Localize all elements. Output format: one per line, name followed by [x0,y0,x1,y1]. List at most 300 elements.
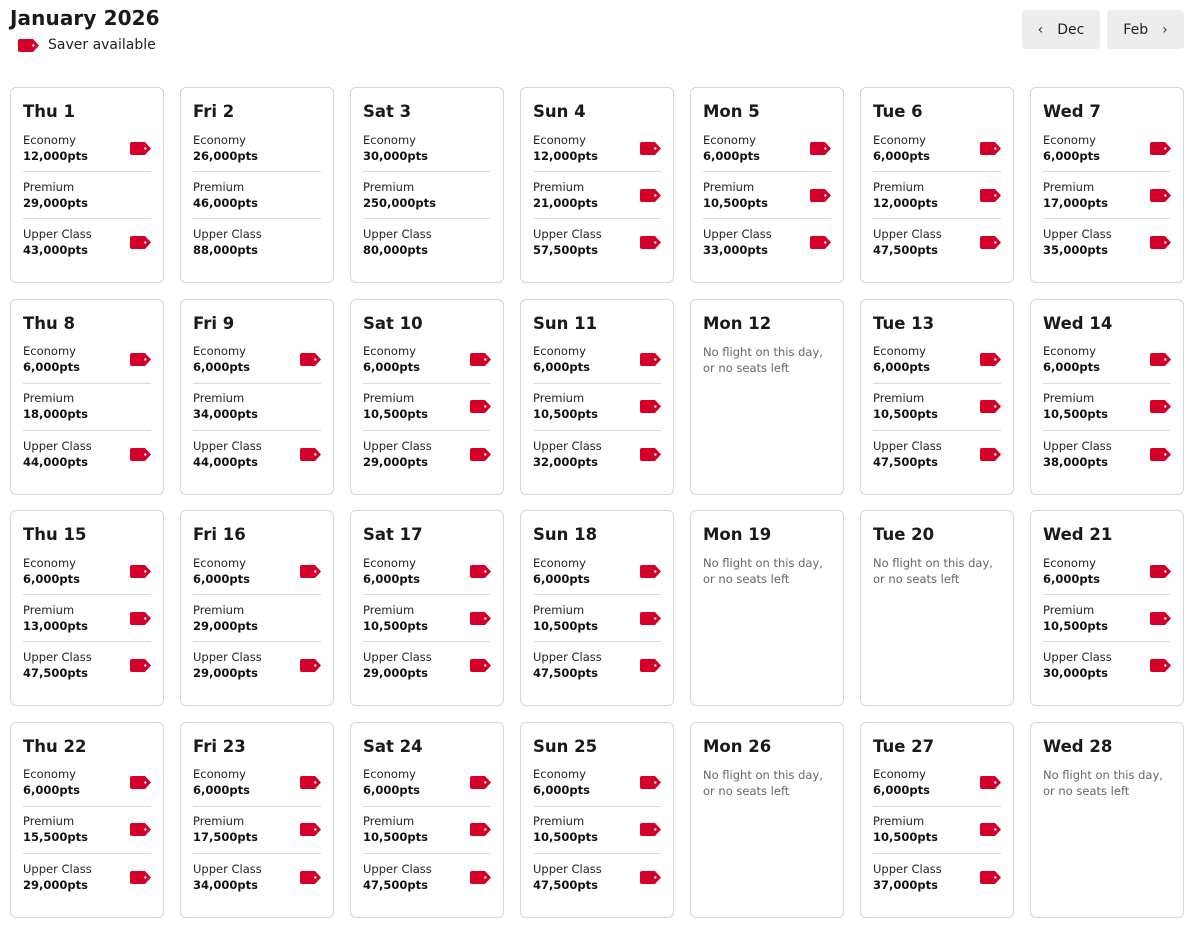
saver-tag-icon [300,871,321,884]
fare-points: 44,000pts [23,454,88,469]
fare-list [193,548,321,689]
fare-row[interactable] [1043,642,1171,689]
fare-class: Premium [23,814,75,828]
saver-tag-icon [470,659,491,672]
fare-row[interactable] [533,807,661,854]
fare-row[interactable] [363,384,491,431]
fare-row[interactable] [533,595,661,642]
fare-info [1043,227,1112,258]
fare-row[interactable] [193,172,321,219]
fare-row[interactable] [23,337,151,384]
fare-info [193,344,250,375]
fare-points: 26,000pts [193,148,258,163]
month-title: January 2026 [10,6,160,30]
saver-tag-icon [1150,448,1171,461]
fare-info [23,439,92,470]
fare-points: 10,500pts [873,830,938,844]
day-title: Sun 11 [533,313,598,333]
fare-points: 10,500pts [1043,407,1108,421]
saver-tag-icon [980,353,1001,366]
fare-info [193,814,258,845]
no-flight-line: or no seats left [703,783,790,798]
saver-tag-icon [130,776,151,789]
fare-row[interactable] [533,760,661,807]
fare-row[interactable] [1043,125,1171,172]
day-card[interactable] [690,722,844,918]
fare-row[interactable] [533,548,661,595]
fare-class: Economy [1043,132,1096,147]
saver-tag-icon [300,823,321,836]
fare-class: Upper Class [1043,438,1112,453]
fare-row[interactable] [1043,384,1171,431]
saver-tag-icon [470,871,491,884]
day-title: Sun 25 [533,736,598,756]
fare-points: 47,500pts [873,243,938,257]
fare-class: Upper Class [23,861,92,876]
fare-row[interactable] [363,172,491,219]
day-title: Thu 15 [23,525,87,544]
fare-row[interactable] [873,219,1001,266]
fare-info [363,133,428,164]
day-card[interactable] [520,87,674,283]
fare-row[interactable] [193,760,321,807]
day-card[interactable] [350,87,504,283]
day-title: Fri 23 [193,736,246,756]
fare-points: 13,000pts [23,618,88,633]
fare-row[interactable] [363,125,491,172]
fare-list [1043,337,1171,478]
day-title: Tue 13 [873,313,935,333]
fare-class: Upper Class [23,650,92,664]
fare-points: 47,500pts [363,877,428,892]
fare-info [873,344,930,375]
saver-tag-icon [130,565,151,578]
fare-row[interactable] [1043,219,1171,266]
saver-tag-icon [640,823,661,836]
day-card[interactable] [1030,510,1184,706]
fare-row[interactable] [363,642,491,689]
day-card[interactable] [690,510,844,706]
fare-class: Upper Class [533,650,602,664]
fare-class: Premium [533,391,585,405]
day-card[interactable] [180,722,334,918]
fare-points: 6,000pts [23,360,80,374]
fare-class: Economy [1043,555,1096,570]
fare-row[interactable] [23,548,151,595]
saver-tag-icon [1150,400,1171,413]
day-title: Mon 5 [703,102,760,121]
day-title: Sat 3 [363,102,412,121]
fare-class: Upper Class [363,438,432,453]
fare-info [533,556,590,587]
fare-info [533,133,598,164]
saver-tag-icon [640,353,661,366]
fare-row[interactable] [193,125,321,172]
no-flight-line: No flight on this day, [703,767,823,782]
day-title: Fri 16 [193,525,246,544]
no-flight-line: or no seats left [703,572,790,586]
day-title: Sat 17 [363,525,423,544]
fare-info [23,814,88,845]
saver-tag-icon [980,189,1001,202]
fare-points: 6,000pts [703,148,760,163]
fare-class: Economy [23,555,76,570]
fare-list [193,337,321,478]
day-card[interactable] [10,299,164,495]
day-card[interactable] [350,510,504,706]
fare-list [873,125,1001,266]
saver-tag-icon [470,565,491,578]
fare-class: Upper Class [1043,650,1112,664]
fare-info [193,650,262,681]
fare-points: 6,000pts [23,571,80,586]
fare-row[interactable] [703,125,831,172]
day-card[interactable] [10,510,164,706]
fare-class: Upper Class [193,438,262,453]
fare-info [23,603,88,634]
fare-list [23,337,151,478]
fare-info [1043,391,1108,422]
fare-class: Economy [873,767,926,781]
fare-class: Premium [193,602,245,617]
fare-class: Premium [23,391,75,405]
saver-tag-icon [1150,142,1171,155]
fare-row[interactable] [193,595,321,642]
fare-row[interactable] [533,172,661,219]
fare-info [23,227,92,258]
fare-points: 29,000pts [193,618,258,633]
fare-class: Upper Class [533,227,602,241]
saver-tag-icon [300,659,321,672]
fare-info [193,133,258,164]
fare-class: Premium [363,391,415,405]
fare-points: 21,000pts [533,195,598,210]
chevron-left-icon: ‹ [1037,21,1044,38]
fare-row[interactable] [193,548,321,595]
saver-tag-icon [130,871,151,884]
day-card[interactable] [1030,299,1184,495]
day-card[interactable] [860,510,1014,706]
fare-row[interactable] [193,219,321,266]
day-card[interactable] [180,87,334,283]
fare-points: 6,000pts [193,571,250,586]
fare-class: Economy [1043,344,1096,358]
chevron-right-icon: › [1162,21,1168,38]
previous-month-button[interactable] [1022,10,1100,49]
fare-points: 6,000pts [533,360,590,374]
fare-row[interactable] [23,219,151,266]
legend-label: Saver available [48,37,156,53]
fare-info [873,180,938,211]
fare-class: Premium [1043,602,1095,617]
fare-row[interactable] [23,807,151,854]
month-navigation [1022,10,1184,49]
fare-class: Upper Class [363,861,432,876]
fare-info [703,227,772,258]
fare-row[interactable] [193,642,321,689]
fare-info [23,556,80,587]
previous-month-label: Dec [1057,21,1085,38]
fare-list [23,548,151,689]
fare-row[interactable] [533,642,661,689]
fare-row[interactable] [193,807,321,854]
no-flight-line: or no seats left [873,572,960,586]
fare-row[interactable] [23,384,151,431]
saver-tag-icon [980,823,1001,836]
day-card[interactable] [520,299,674,495]
next-month-label: Feb [1123,21,1149,38]
day-card[interactable] [1030,87,1184,283]
saver-tag-icon [980,871,1001,884]
fare-row[interactable] [873,760,1001,807]
fare-info [363,556,420,587]
fare-class: Premium [1043,391,1095,405]
fare-info [1043,344,1100,375]
day-card[interactable] [860,87,1014,283]
fare-points: 43,000pts [23,243,88,257]
fare-row[interactable] [363,431,491,478]
day-title: Mon 19 [703,525,772,544]
fare-row[interactable] [23,760,151,807]
fare-points: 29,000pts [23,195,88,210]
fare-class: Upper Class [23,227,92,241]
fare-row[interactable] [363,548,491,595]
fare-info [23,767,80,798]
saver-tag-icon [1150,659,1171,672]
fare-class: Premium [873,179,925,194]
day-card[interactable] [1030,722,1184,918]
no-flight-message [703,344,831,376]
fare-row[interactable] [1043,337,1171,384]
fare-row[interactable] [193,854,321,901]
day-card[interactable] [860,299,1014,495]
saver-tag-icon [18,39,39,52]
fare-class: Upper Class [23,438,92,453]
fare-list [533,760,661,901]
fare-row[interactable] [873,807,1001,854]
fare-class: Economy [873,344,926,358]
day-card[interactable] [350,722,504,918]
fare-row[interactable] [873,172,1001,219]
fare-class: Economy [23,132,76,147]
fare-class: Upper Class [873,227,942,241]
fare-points: 34,000pts [193,877,258,892]
fare-info [1043,603,1108,634]
fare-points: 10,500pts [703,195,768,210]
fare-class: Premium [23,602,75,617]
fare-points: 32,000pts [533,454,598,469]
fare-row[interactable] [1043,595,1171,642]
fare-row[interactable] [533,431,661,478]
fare-info [363,767,420,798]
fare-row[interactable] [363,595,491,642]
fare-points: 29,000pts [193,666,258,680]
day-title: Wed 28 [1043,736,1113,756]
saver-tag-icon [470,823,491,836]
day-title: Thu 22 [23,736,87,756]
fare-class: Upper Class [193,861,262,876]
saver-tag-icon [980,142,1001,155]
saver-tag-icon [640,400,661,413]
fare-row[interactable] [533,125,661,172]
fare-points: 15,500pts [23,830,88,844]
fare-points: 6,000pts [533,571,590,586]
fare-class: Premium [363,602,415,617]
fare-row[interactable] [873,854,1001,901]
fare-row[interactable] [873,384,1001,431]
fare-points: 10,500pts [533,407,598,421]
saver-tag-icon [470,448,491,461]
day-title: Fri 9 [193,313,235,333]
day-card[interactable] [520,722,674,918]
fare-class: Premium [1043,179,1095,194]
fare-row[interactable] [533,854,661,901]
fare-info [873,439,942,470]
day-card[interactable] [10,87,164,283]
calendar-header [10,6,160,53]
fare-row[interactable] [873,125,1001,172]
day-card[interactable] [690,87,844,283]
saver-tag-icon [640,236,661,249]
fare-list [533,125,661,266]
saver-tag-icon [470,400,491,413]
next-month-button[interactable] [1107,10,1184,49]
fare-class: Economy [363,767,416,781]
day-title: Tue 27 [873,736,935,756]
fare-info [533,344,590,375]
fare-row[interactable] [533,219,661,266]
day-card[interactable] [180,510,334,706]
fare-row[interactable] [23,172,151,219]
fare-list [193,760,321,901]
fare-list [363,337,491,478]
fare-class: Economy [23,344,76,358]
fare-row[interactable] [873,431,1001,478]
fare-info [703,133,760,164]
fare-points: 29,000pts [363,454,428,469]
fare-info [533,603,598,634]
fare-info [23,650,92,681]
saver-tag-icon [1150,236,1171,249]
fare-row[interactable] [23,642,151,689]
fare-row[interactable] [703,172,831,219]
fare-info [23,344,80,375]
fare-info [23,180,88,211]
no-flight-message [703,555,831,587]
fare-row[interactable] [193,337,321,384]
fare-row[interactable] [363,219,491,266]
saver-tag-icon [640,142,661,155]
calendar-grid [10,87,1184,918]
saver-tag-icon [300,448,321,461]
fare-class: Economy [363,132,416,147]
fare-points: 12,000pts [873,195,938,210]
fare-row[interactable] [1043,431,1171,478]
day-title: Tue 6 [873,102,923,121]
fare-points: 10,500pts [1043,618,1108,633]
fare-class: Premium [533,814,585,828]
fare-class: Premium [363,814,415,828]
fare-points: 6,000pts [363,571,420,586]
fare-info [873,862,942,893]
saver-tag-icon [130,448,151,461]
fare-row[interactable] [363,760,491,807]
saver-tag-icon [300,565,321,578]
fare-row[interactable] [23,595,151,642]
fare-info [193,180,258,211]
fare-class: Economy [193,555,246,570]
fare-row[interactable] [193,384,321,431]
fare-info [363,603,428,634]
fare-info [703,180,768,211]
day-card[interactable] [350,299,504,495]
day-title: Mon 26 [703,736,772,756]
fare-row[interactable] [533,337,661,384]
fare-points: 17,000pts [1043,195,1108,210]
fare-row[interactable] [533,384,661,431]
fare-points: 10,500pts [363,407,428,421]
day-title: Mon 12 [703,313,772,333]
fare-info [363,862,432,893]
fare-row[interactable] [363,807,491,854]
day-title: Sun 4 [533,102,586,121]
saver-tag-icon [640,565,661,578]
fare-row[interactable] [1043,548,1171,595]
day-card[interactable] [690,299,844,495]
day-card[interactable] [520,510,674,706]
fare-row[interactable] [703,219,831,266]
saver-tag-icon [640,871,661,884]
day-card[interactable] [860,722,1014,918]
fare-class: Premium [193,179,245,194]
fare-info [873,814,938,845]
fare-row[interactable] [363,854,491,901]
fare-row[interactable] [873,337,1001,384]
day-title: Tue 20 [873,525,935,544]
fare-row[interactable] [23,125,151,172]
fare-points: 47,500pts [533,877,598,892]
fare-list [23,125,151,266]
fare-row[interactable] [23,854,151,901]
fare-class: Economy [363,344,416,358]
fare-list [873,337,1001,478]
fare-row[interactable] [1043,172,1171,219]
fare-points: 57,500pts [533,243,598,257]
fare-class: Upper Class [873,861,942,876]
fare-info [193,439,262,470]
day-title: Sat 10 [363,313,423,333]
saver-tag-icon [130,142,151,155]
fare-info [363,391,428,422]
fare-info [533,180,598,211]
fare-info [533,439,602,470]
fare-class: Premium [533,602,585,617]
fare-points: 6,000pts [533,783,590,797]
saver-tag-icon [470,353,491,366]
fare-info [873,767,930,798]
fare-row[interactable] [23,431,151,478]
fare-points: 37,000pts [873,877,938,892]
fare-row[interactable] [193,431,321,478]
day-card[interactable] [180,299,334,495]
fare-points: 10,500pts [533,618,598,633]
fare-points: 35,000pts [1043,243,1108,257]
fare-class: Economy [533,555,586,570]
fare-list [1043,548,1171,689]
fare-row[interactable] [363,337,491,384]
day-card[interactable] [10,722,164,918]
saver-tag-icon [640,612,661,625]
